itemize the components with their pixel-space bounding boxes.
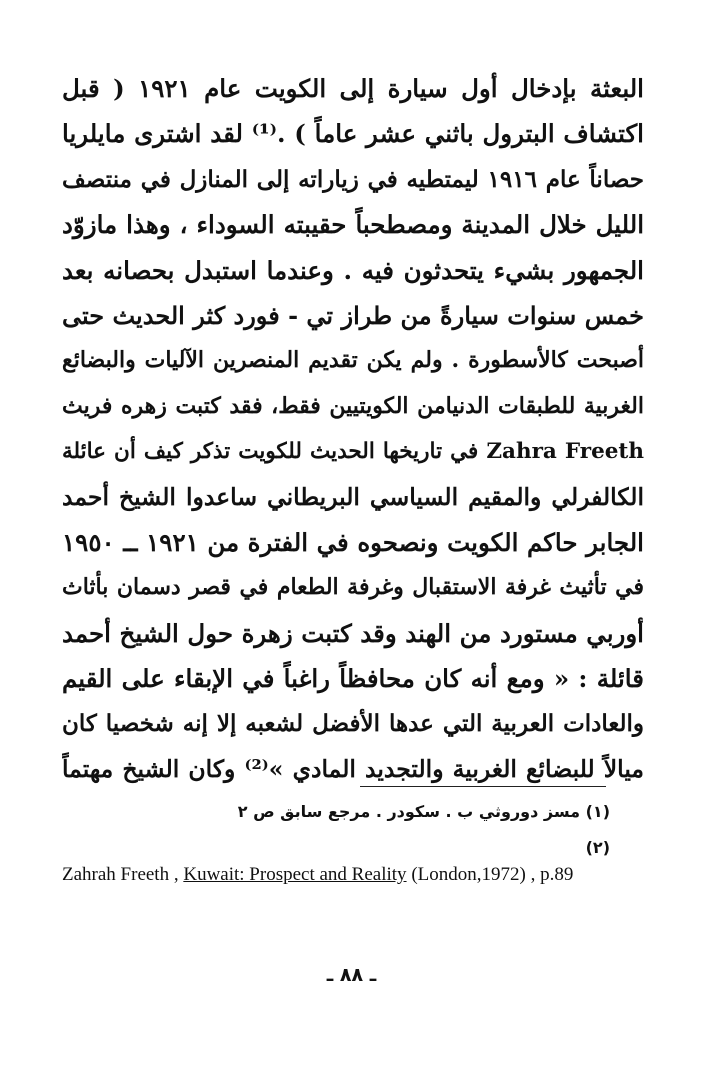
reference-details: (London,1972) , p.89: [406, 864, 574, 885]
text-line: اكتشاف البترول باثني عشر عاماً ) .⁽¹⁾ لقد اشترى مايلريا: [62, 119, 644, 149]
reference-title: Kuwait: Prospect and Reality: [183, 864, 407, 885]
text-line: خمس سنوات سيارةً من طراز تي - فورد كثر الحديث حتى: [62, 300, 644, 330]
page-number: ـ ٨٨ ـ: [326, 964, 377, 986]
main-text: [62, 66, 644, 792]
reference-author: Zahrah Freeth ,: [62, 864, 184, 885]
footnote-1: (١) مسز دوروثي ب . سكودر . مرجع سابق ص ٢: [237, 802, 610, 821]
text-line: ميالاً للبضائع الغربية والتجديد المادي »⁽²⁾ وكان الشيخ مهتماً: [62, 754, 644, 783]
text-line: أصبحت كالأسطورة . ولم يكن تقديم المنصرين الآليات والبضائع: [62, 347, 644, 374]
footnote-2-reference: [62, 864, 622, 886]
text-line: الليل خلال المدينة ومصطحباً حقيبته السوداء ، وهذا مازوّد: [62, 210, 644, 240]
text-line: في تأثيث غرفة الاستقبال وغرفة الطعام في قصر دسمان بأثاث: [62, 574, 644, 601]
text-line: Zahra Freeth في تاريخها الحديث للكويت تذكر كيف أن عائلة: [62, 439, 644, 465]
text-line: قائلة : « ومع أنه كان محافظاً راغباً في الإبقاء على القيم: [62, 664, 644, 694]
text-line: والعادات العربية التي عدها الأفضل لشعبه إلا إنه شخصيا كان: [62, 710, 644, 738]
text-line: الغربية للطبقات الدنيامن الكويتيين فقط، فقد كتبت زهره فريث: [62, 392, 644, 419]
text-line: الجابر حاكم الكويت ونصحوه في الفترة من ١٩٢١ ــ ١٩٥٠: [62, 527, 644, 557]
footnote-divider: [360, 786, 606, 787]
text-line: البعثة بإدخال أول سيارة إلى الكويت عام ١٩٢١ ( قبل: [62, 74, 644, 103]
text-line: حصاناً عام ١٩١٦ ليمتطيه في زياراته إلى المنازل في منتصف: [62, 165, 644, 193]
text-line: الجمهور بشيء يتحدثون فيه . وعندما استبدل بحصانه بعد: [62, 255, 644, 285]
text-line: الكالفرلي والمقيم السياسي البريطاني ساعدوا الشيخ أحمد: [62, 482, 644, 511]
footnote-2-label: (٢): [585, 838, 610, 857]
text-line: أوربي مستورد من الهند وقد كتبت زهرة حول الشيخ أحمد: [62, 618, 644, 648]
